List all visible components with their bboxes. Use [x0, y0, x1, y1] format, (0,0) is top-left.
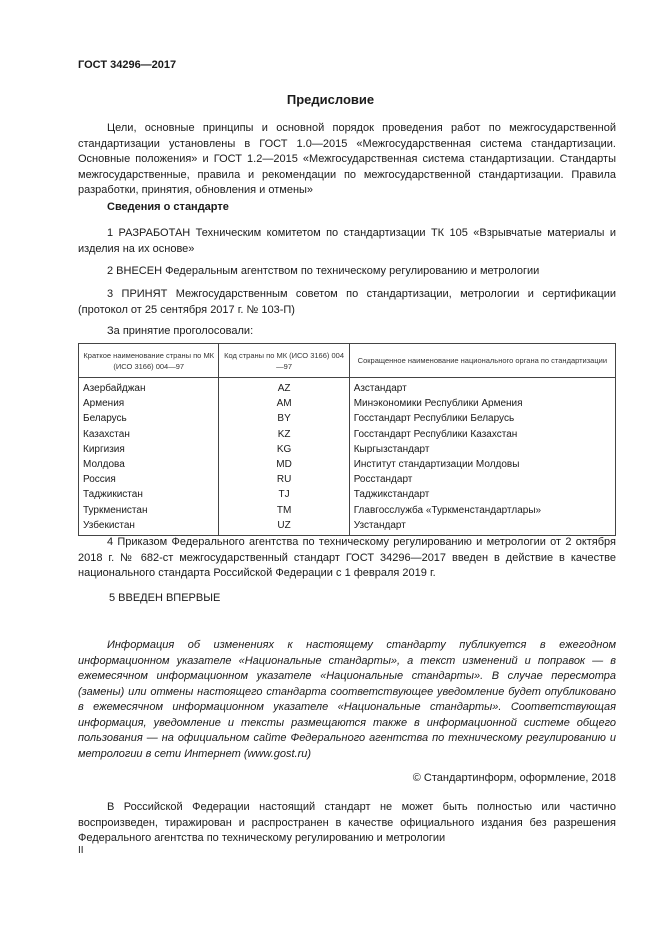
table-row	[79, 457, 616, 472]
page-title: Предисловие	[286, 92, 375, 107]
standards-body: Азстандарт	[349, 378, 615, 397]
country-name: Россия	[79, 472, 219, 487]
standards-body: Госстандарт Республики Беларусь	[349, 411, 615, 426]
table-row	[79, 503, 616, 518]
table-row	[79, 396, 616, 411]
country-name: Беларусь	[79, 411, 219, 426]
standards-body: Госстандарт Республики Казахстан	[349, 427, 615, 442]
country-name: Киргизия	[79, 442, 219, 457]
standards-body: Институт стандартизации Молдовы	[349, 457, 615, 472]
country-name: Казахстан	[79, 427, 219, 442]
country-code: TJ	[219, 487, 349, 502]
country-code: RU	[219, 472, 349, 487]
page-number: II	[78, 845, 84, 856]
standards-body: Главгосслужба «Туркменстандартлары»	[349, 503, 615, 518]
table-header-body: Сокращенное наименование национального органа по стандартизации	[349, 344, 615, 378]
standards-body: Узстандарт	[349, 518, 615, 536]
standards-body: Кыргызстандарт	[349, 442, 615, 457]
country-code: AZ	[219, 378, 349, 397]
country-name: Армения	[79, 396, 219, 411]
country-code: KG	[219, 442, 349, 457]
standards-body: Росстандарт	[349, 472, 615, 487]
item-5-first-introduced: 5 ВВЕДЕН ВПЕРВЫЕ	[109, 592, 221, 604]
country-name: Азербайджан	[79, 378, 219, 397]
change-information-notice: Информация об изменениях к настоящему стандарту публикуется в ежегодном информационном указателе «Национальные стандарты», а текст изменений и поправок — в ежемесячном информационном указателе «Национальные стандарты». В случае пересмотра (замены) или отмены настоящего стандарта соответствующее уведомление будет опубликовано в ежемесячном информационном указателе «Национальные стандарты». Соответствующая информация, уведомление и тексты размещаются также в информационной системе общего пользования — на официальном сайте Федерального агентства по техническому регулированию и метрологии в сети Интернет (www.gost.ru)	[78, 639, 616, 760]
table-row	[79, 427, 616, 442]
table-header-country: Краткое наименование страны по МК (ИСО 3166) 004—97	[79, 344, 219, 378]
country-code: MD	[219, 457, 349, 472]
standards-body: Таджикстандарт	[349, 487, 615, 502]
table-header-code: Код страны по МК (ИСО 3166) 004—97	[219, 344, 349, 378]
item-3-adopted: 3 ПРИНЯТ Межгосударственным советом по стандартизации, метрологии и сертификации (протокол от 25 сентября 2017 г. № 103-П)	[78, 288, 616, 316]
intro-paragraph: Цели, основные принципы и основной порядок проведения работ по межгосударственной стандартизации установлены в ГОСТ 1.0—2015 «Межгосударственная система стандартизации. Основные положения» и ГОСТ 1.2—2015 «Межгосударственная система стандартизации. Стандарты межгосударственные, правила и рекомендации по межгосударственной стандартизации. Правила разработки, принятия, обновления и отмены»	[78, 122, 616, 196]
document-code: ГОСТ 34296—2017	[78, 59, 177, 71]
country-code: TM	[219, 503, 349, 518]
item-4-order: 4 Приказом Федерального агентства по техническому регулированию и метрологии от 2 октября 2018 г. № 682-ст межгосударственный стандарт ГОСТ 34296—2017 введен в действие в качестве национального стандарта Российской Федерации с 1 февраля 2019 г.	[78, 536, 616, 579]
info-heading: Сведения о стандарте	[107, 201, 229, 213]
voting-table	[78, 343, 616, 536]
country-code: UZ	[219, 518, 349, 536]
item-2-submitted: 2 ВНЕСЕН Федеральным агентством по техническому регулированию и метрологии	[107, 265, 540, 277]
voted-label: За принятие проголосовали:	[107, 325, 254, 337]
country-code: KZ	[219, 427, 349, 442]
table-row	[79, 378, 616, 397]
table-row	[79, 518, 616, 536]
table-row	[79, 487, 616, 502]
table-row	[79, 442, 616, 457]
table-row	[79, 411, 616, 426]
country-name: Молдова	[79, 457, 219, 472]
reproduction-restriction: В Российской Федерации настоящий стандарт не может быть полностью или частично воспроизведен, тиражирован и распространен в качестве официального издания без разрешения Федерального агентства по техническому регулированию и метрологии	[78, 801, 616, 844]
table-row	[79, 472, 616, 487]
item-1-developed: 1 РАЗРАБОТАН Техническим комитетом по стандартизации ТК 105 «Взрывчатые материалы и изделия на их основе»	[78, 227, 616, 255]
country-code: AM	[219, 396, 349, 411]
table-header-row	[79, 344, 616, 378]
country-code: BY	[219, 411, 349, 426]
country-name: Туркменистан	[79, 503, 219, 518]
copyright-line: © Стандартинформ, оформление, 2018	[412, 772, 616, 784]
standards-body: Минэкономики Республики Армения	[349, 396, 615, 411]
country-name: Таджикистан	[79, 487, 219, 502]
country-name: Узбекистан	[79, 518, 219, 536]
